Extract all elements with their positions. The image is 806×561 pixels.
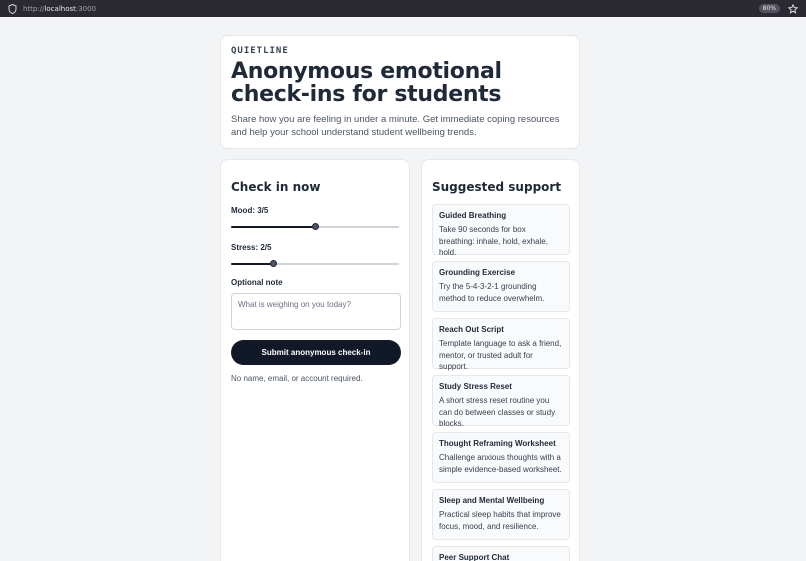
resource-description: Take 90 seconds for box breathing: inhale, hold, exhale, hold. xyxy=(439,225,548,257)
note-field xyxy=(231,278,399,335)
resource-title: Sleep and Mental Wellbeing xyxy=(439,496,545,505)
resource-description: A short stress reset routine you can do between classes or study blocks. xyxy=(439,396,556,428)
resource-description: Challenge anxious thoughts with a simple evidence-based worksheet. xyxy=(439,453,562,474)
browser-toolbar xyxy=(0,0,806,17)
stress-field xyxy=(231,243,399,268)
resource-card[interactable] xyxy=(432,432,570,483)
privacy-note: No name, email, or account required. xyxy=(231,374,363,383)
bookmark-star-icon[interactable] xyxy=(788,4,798,14)
url-port: :3000 xyxy=(75,4,97,13)
resource-card[interactable] xyxy=(432,204,570,255)
support-heading: Suggested support xyxy=(432,180,562,194)
mood-slider-thumb[interactable] xyxy=(312,223,319,230)
mood-label: Mood: 3/5 xyxy=(231,206,269,215)
resource-list xyxy=(432,204,569,561)
mood-slider[interactable] xyxy=(231,223,399,231)
stress-label: Stress: 2/5 xyxy=(231,243,272,252)
checkin-form xyxy=(220,159,410,561)
stress-slider-fill xyxy=(231,263,273,265)
checkin-heading: Check in now xyxy=(231,180,321,194)
page-title: Anonymous emotional check-ins for students xyxy=(231,59,502,107)
resource-description: Try the 5-4-3-2-1 grounding method to reduce overwhelm. xyxy=(439,282,545,303)
brand-name: QUIETLINE xyxy=(231,46,289,56)
stress-slider-thumb[interactable] xyxy=(270,260,277,267)
url-host: localhost xyxy=(44,4,76,13)
suggested-support-panel xyxy=(421,159,580,561)
resource-title: Guided Breathing xyxy=(439,211,507,220)
resource-title: Grounding Exercise xyxy=(439,268,516,277)
note-textarea[interactable] xyxy=(231,293,401,330)
resource-title: Reach Out Script xyxy=(439,325,504,334)
mood-slider-fill xyxy=(231,226,315,228)
resource-card[interactable] xyxy=(432,489,570,540)
url-scheme: http:// xyxy=(23,4,45,13)
resource-title: Peer Support Chat xyxy=(439,553,510,561)
stress-slider[interactable] xyxy=(231,260,399,268)
resource-description: Template language to ask a friend, mentor, or trusted adult for support. xyxy=(439,339,562,371)
resource-card[interactable] xyxy=(432,318,570,369)
resource-card[interactable] xyxy=(432,375,570,426)
address-bar[interactable] xyxy=(23,5,96,13)
shield-icon[interactable] xyxy=(8,4,17,14)
intro-card xyxy=(220,35,580,149)
resource-card[interactable] xyxy=(432,546,570,561)
mood-field xyxy=(231,206,399,231)
zoom-level-badge[interactable]: 80% xyxy=(759,4,780,13)
note-label: Optional note xyxy=(231,278,283,287)
resource-title: Thought Reframing Worksheet xyxy=(439,439,556,448)
page-description: Share how you are feeling in under a minute. Get immediate coping resources and help your school understand student wellbeing trends. xyxy=(231,114,560,138)
submit-checkin-button[interactable]: Submit anonymous check-in xyxy=(231,340,401,365)
resource-description: Practical sleep habits that improve focus, mood, and resilience. xyxy=(439,510,561,531)
resource-card[interactable] xyxy=(432,261,570,312)
resource-title: Study Stress Reset xyxy=(439,382,512,391)
